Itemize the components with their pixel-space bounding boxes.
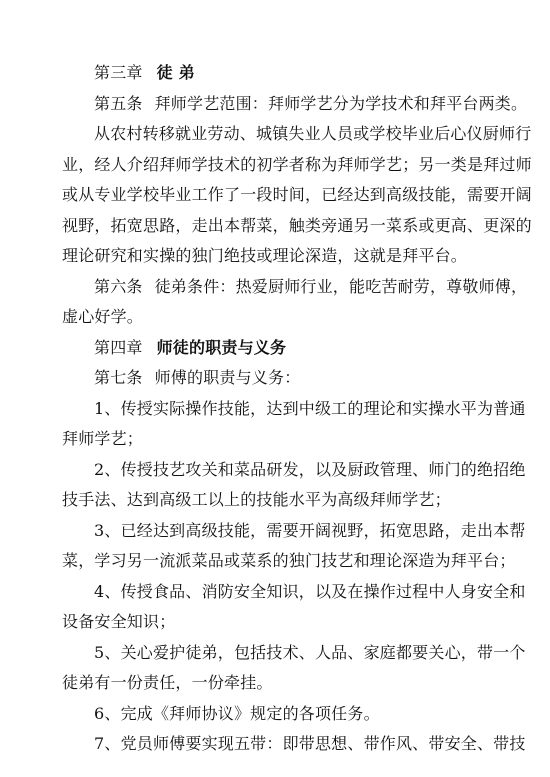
article-7-text: 师傅的职责与义务： <box>154 368 301 387</box>
article-5-text: 拜师学艺范围：拜师学艺分为学技术和拜平台两类。 <box>154 93 528 113</box>
paragraph-line: 理论研究和实操的独门绝技或理论深造，这就是拜平台。 <box>62 246 468 265</box>
article-6-number: 第六条 <box>94 276 143 296</box>
list-item-line: 6、完成《拜师协议》规定的各项任务。 <box>94 703 380 723</box>
list-item-line: 4、传授食品、消防安全知识，以及在操作过程中人身安全和 <box>94 581 526 601</box>
list-item-line: 2、传授技艺攻关和菜品研发，以及厨政管理、师门的绝招绝 <box>94 459 526 479</box>
list-item-2 <box>62 455 526 516</box>
list-item-7 <box>62 729 526 760</box>
chapter-4-heading <box>62 333 488 364</box>
list-item-line: 设备安全知识； <box>62 612 176 631</box>
paragraph-skill-scope <box>62 119 532 272</box>
list-item-4 <box>62 577 526 638</box>
paragraph-line: 或从专业学校毕业工作了一段时间，已经达到高级技能，需要开阔 <box>62 185 532 204</box>
list-item-5 <box>62 638 526 699</box>
paragraph-line: 视野，拓宽思路，走出本帮菜，触类旁通另一菜系或更高、更深的 <box>62 215 532 235</box>
article-6 <box>62 272 528 333</box>
article-7 <box>62 363 488 394</box>
paragraph-line: 从农村转移就业劳动、城镇失业人员或学校毕业后心仪厨师行 <box>94 124 532 143</box>
list-item-1 <box>62 394 526 455</box>
list-item-line: 3、已经达到高级技能，需要开阔视野，拓宽思路，走出本帮 <box>94 520 526 540</box>
article-5-number: 第五条 <box>94 93 143 113</box>
chapter-4-title: 师徒的职责与义务 <box>156 337 287 357</box>
chapter-3-number: 第三章 <box>94 63 143 82</box>
list-item-line: 拜师学艺； <box>62 429 144 448</box>
list-item-line: 5、关心爱护徒弟，包括技术、人品、家庭都要关心，带一个 <box>94 642 526 662</box>
list-item-6 <box>62 699 488 730</box>
list-item-line: 技手法、达到高级工以上的技能水平为高级拜师学艺； <box>62 490 451 509</box>
chapter-3-heading <box>62 58 488 89</box>
chapter-3-title: 徒 弟 <box>156 63 195 82</box>
list-item-line: 1、传授实际操作技能，达到中级工的理论和实操水平为普通 <box>94 398 526 418</box>
list-item-line: 菜，学习另一流派菜品或菜系的独门技艺和理论深造为拜平台； <box>62 551 516 570</box>
article-6-first-line <box>62 272 528 303</box>
paragraph-line: 虚心好学。 <box>62 307 144 326</box>
list-item-3 <box>62 516 526 577</box>
article-6-text: 徒弟条件：热爱厨师行业，能吃苦耐劳，尊敬师傅， <box>154 276 528 296</box>
article-5 <box>62 89 528 120</box>
article-7-number: 第七条 <box>94 368 143 387</box>
list-item-line: 徒弟有一份责任，一份牵挂。 <box>62 673 273 692</box>
chapter-4-number: 第四章 <box>94 337 143 357</box>
paragraph-line: 业，经人介绍拜师学技术的初学者称为拜师学艺；另一类是拜过师 <box>62 154 532 174</box>
list-item-line: 7、党员师傅要实现五带：即带思想、带作风、带安全、带技 <box>94 734 526 753</box>
